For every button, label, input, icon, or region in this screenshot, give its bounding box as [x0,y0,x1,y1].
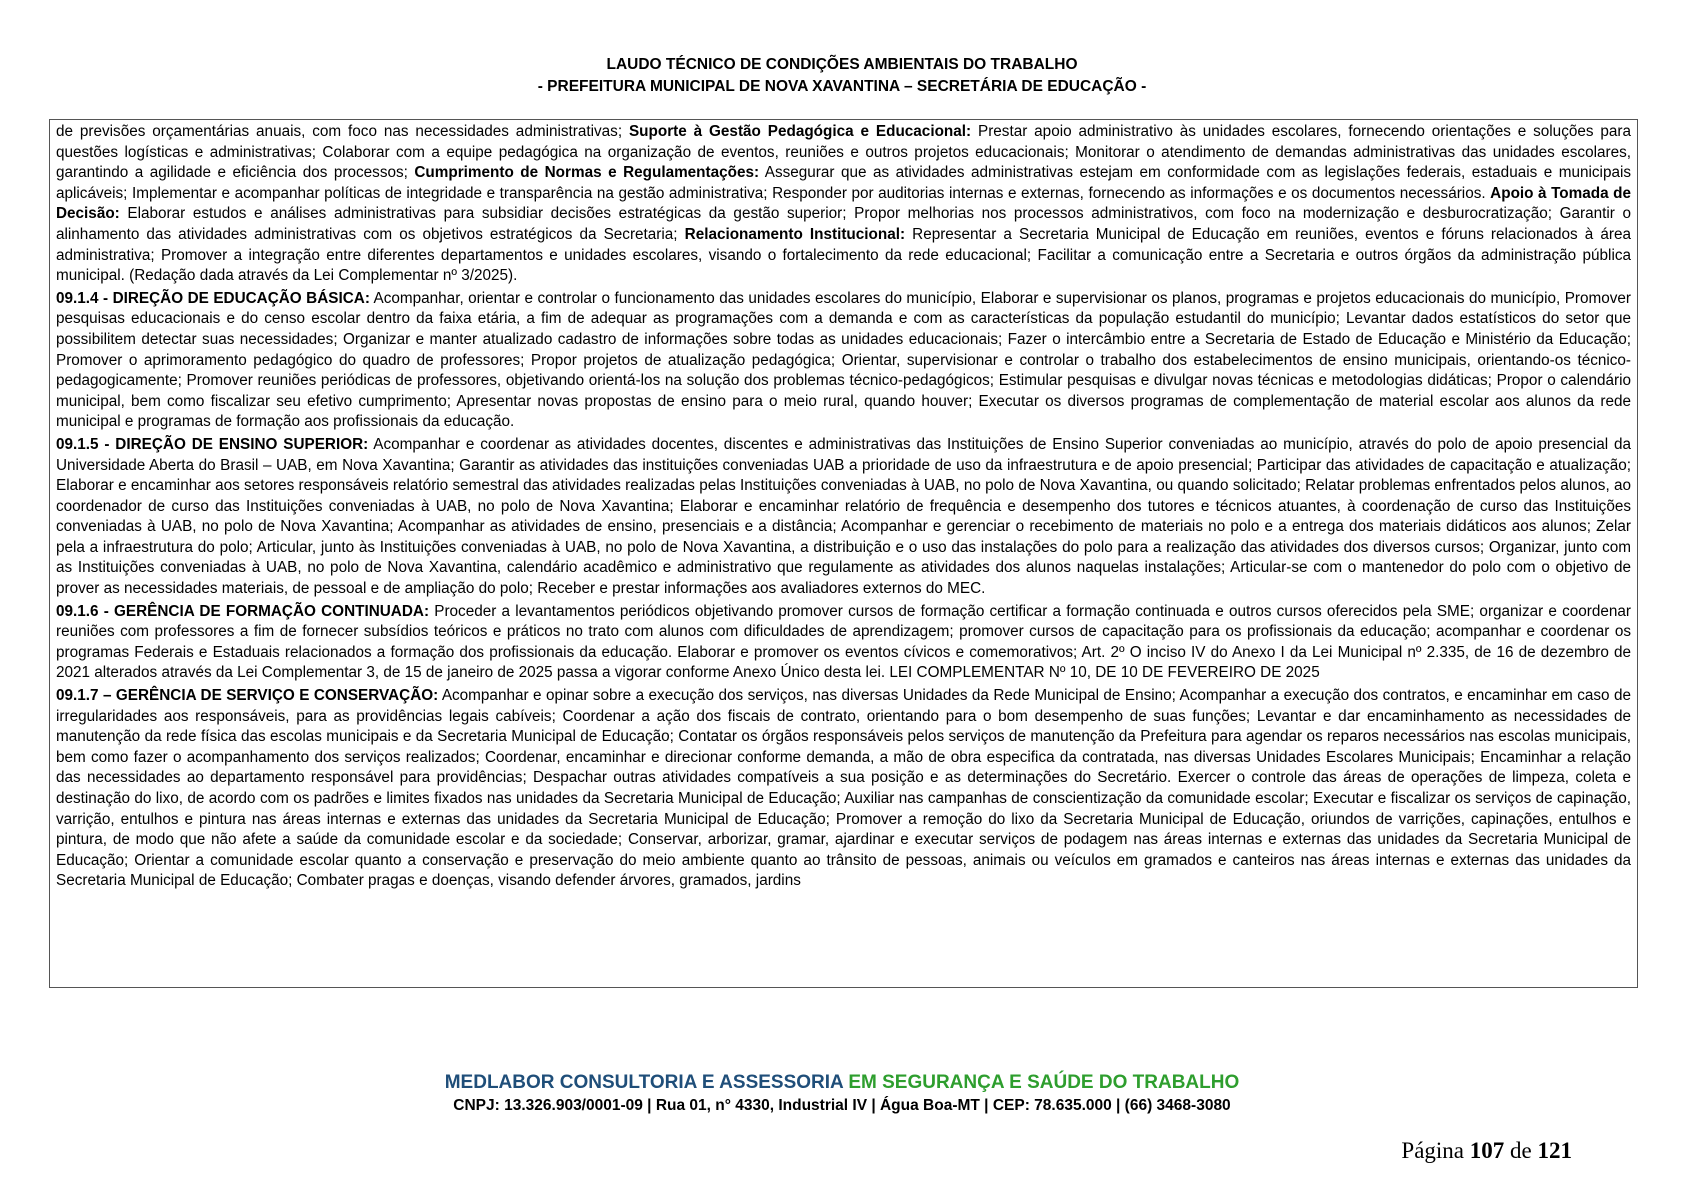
paragraph-continuation [50,120,1637,287]
text-run: de previsões orçamentárias anuais, com foco nas necessidades administrativas; [56,123,629,140]
footer-company [0,1072,1684,1094]
section-text: Acompanhar e opinar sobre a execução dos serviços, nas diversas Unidades da Rede Municipal de Ensino; Acompanhar a execução dos contratos, e encaminhar em caso de irregularidades aos responsáveis, para as providências legais cabíveis; Coordenar a ação dos fiscais de contrato, orientando para o bom desempenho de suas funções; Levantar e dar encaminhamento as necessidades de manutenção da rede física das escolas municipais e da Secretaria Municipal de Educação; Contatar os órgãos responsáveis pelos serviços de manutenção da Prefeitura para agendar os reparos necessários nas escolas municipais, bem como fazer o acompanhamento dos serviços realizados; Coordenar, encaminhar e direcionar conforme demanda, a mão de obra especifica da contratada, nas diversas Unidades Escolares Municipais; Encaminhar a relação das necessidades ao departamento responsável para providências; Despachar outras atividades compatíveis a sua posição e as determinações do Secretário. Exercer o controle das áreas de operações de limpeza, coleta e destinação do lixo, de acordo com os padrões e limites fixados nas unidades da Secretaria Municipal de Educação; Auxiliar nas campanhas de conscientização da comunidade escolar; Executar e fiscalizar os serviços de capinação, varrição, entulhos e pintura nas áreas internas e externas das unidades da Secretaria Municipal de Educação; Promover a remoção do lixo da Secretaria Municipal de Educação, oriundos de varrições, capinações, entulhos e pintura, de modo que não afete a saúde da comunidade escolar e da sociedade; Conservar, arborizar, gramar, ajardinar e executar serviços de podagem nas áreas internas e externas das unidades da Secretaria Municipal de Educação; Orientar a comunidade escolar quanto a conservação e preservação do meio ambiente quanto ao trânsito de pessoas, animais ou veículos em gramados e canteiros nas áreas internas e externas das unidades da Secretaria Municipal de Educação; Combater pragas e doenças, visando defender árvores, gramados, jardins [56,687,1631,890]
section-title: 09.1.4 - DIREÇÃO DE EDUCAÇÃO BÁSICA: [56,289,370,307]
company-tagline: EM SEGURANÇA E SAÚDE DO TRABALHO [843,1072,1240,1093]
text-run: Representar a Secretaria Municipal de Educação em reuniões, eventos e fóruns relacionados à área administrativa; Promover a integração entre diferentes departamentos e unidades escolares, visando o fortalecimento da rede educacional; Facilitar a comunicação entre a Secretaria e outros órgãos da administração pública municipal. (Redação dada através da Lei Complementar nº 3/2025). [56,225,1631,285]
section-text: Acompanhar e coordenar as atividades docentes, discentes e administrativas das Instituições de Ensino Superior conveniadas ao município, através do polo de apoio presencial da Universidade Aberta do Brasil – UAB, em Nova Xavantina; Garantir as atividades das instituições conveniadas UAB a prioridade de uso da infraestrutura e de apoio presencial; Participar das atividades de capacitação e atualização; Elaborar e encaminhar aos setores responsáveis relatório semestral das atividades realizadas pelas Instituições conveniadas à UAB, no polo de Nova Xavantina, ou quando solicitado; Relatar problemas enfrentados pelos alunos, ao coordenador de curso das Instituições conveniadas à UAB, no polo de Nova Xavantina; Elaborar e encaminhar relatório de frequência e desempenho dos tutores e técnicos atuantes, à coordenação de curso das Instituições conveniadas à UAB, no polo de Nova Xavantina; Acompanhar as atividades de ensino, presenciais e a distância; Acompanhar e gerenciar o recebimento de materiais no polo e a entrega dos materiais didáticos aos alunos; Zelar pela a infraestrutura do polo; Articular, junto às Instituições conveniadas à UAB, no polo de Nova Xavantina, a distribuição e o uso das instalações do polo para a realização das atividades dos diversos cursos; Organizar, junto com as Instituições conveniadas à UAB, no polo de Nova Xavantina, calendário acadêmico e administrativo que regulamente as atividades dos alunos naquelas instalações; Articular-se com o mantenedor do polo com o objetivo de prover as necessidades materiais, de pessoal e de ampliação do polo; Receber e prestar informações aos avaliadores externos do MEC. [56,435,1631,598]
section-text: Proceder a levantamentos periódicos objetivando promover cursos de formação certificar a formação continuada e outros cursos oferecidos pela SME; organizar e coordenar reuniões com professores a fim de fornecer subsídios teóricos e práticos no trato com alunos com dificuldades de aprendizagem; promover cursos de capacitação para os profissionais da educação; acompanhar e coordenar os programas Federais e Estaduais relacionados a formação dos profissionais da educação. Elaborar e promover os eventos cívicos e comemorativos; Art. 2º O inciso IV do Anexo I da Lei Municipal nº 2.335, de 16 de dezembro de 2021 alterados através da Lei Complementar 3, de 15 de janeiro de 2025 passa a vigorar conforme Anexo Único desta lei. LEI COMPLEMENTAR Nº 10, DE 10 DE FEVEREIRO DE 2025 [56,602,1631,682]
section-09-1-6 [50,600,1637,684]
text-run: Prestar apoio administrativo às unidades escolares, fornecendo orientações e soluções para questões logísticas e administrativas; Colaborar com a equipe pedagógica na organização de eventos, reuniões e outros projetos educacionais; Monitorar o atendimento de demandas administrativas das unidades escolares, garantindo a agilidade e eficiência dos processos; [56,123,1632,182]
content-box [49,119,1638,988]
section-09-1-5 [50,433,1637,600]
page-total: 121 [1537,1138,1572,1163]
company-name: MEDLABOR CONSULTORIA E ASSESSORIA [444,1072,844,1093]
section-text: Acompanhar, orientar e controlar o funcionamento das unidades escolares do município, Elaborar e supervisionar os planos, programas e projetos educacionais do município, Promover pesquisas educacionais e do censo escolar dentro da faixa etária, a fim de adequar as programações com a demanda e com as características da população estudantil do município; Levantar dados estatísticos do setor que possibilitem detectar suas necessidades; Organizar e manter atualizado cadastro de informações sobre todas as unidades educacionais; Fazer o intercâmbio entre a Secretaria de Estado de Educação e Ministério da Educação; Promover o aprimoramento pedagógico do quadro de professores; Propor projetos de atualização pedagógica; Orientar, supervisionar e controlar o trabalho dos estabelecimentos de ensino municipais, orientando-os técnico-pedagogicamente; Promover reuniões periódicas de professores, objetivando orientá-los na solução dos problemas técnico-pedagógicos; Estimular pesquisas e divulgar novas técnicas e metodologias didáticas; Propor o calendário municipal, bem como fiscalizar seu efetivo cumprimento; Apresentar novas propostas de ensino para o meio rural, quando houver; Executar os diversos programas de complementação de material escolar aos alunos da rede municipal e programas de formação aos profissionais da educação. [56,289,1632,431]
page-current: 107 [1469,1138,1505,1163]
section-title: 09.1.7 – GERÊNCIA DE SERVIÇO E CONSERVAÇÃO: [56,687,439,705]
footer-address: CNPJ: 13.326.903/0001-09 | Rua 01, n° 4330, Industrial IV | Água Boa-MT | CEP: 78.635.000 | (66) 3468-3080 [453,1097,1231,1114]
page-sep: de [1510,1138,1532,1163]
page-label: Página [1401,1138,1465,1163]
section-09-1-4 [50,287,1637,433]
bold-heading: Relacionamento Institucional: [684,225,906,243]
bold-heading: Suporte à Gestão Pedagógica e Educacional: [628,123,972,140]
text-run: Assegurar que as atividades administrativas estejam em conformidade com as legislações federais, estaduais e municipais aplicáveis; Implementar e acompanhar políticas de integridade e transparência na gestão administrativa; Responder por auditorias internas e externas, fornecendo as informações e os documentos necessários. [56,164,1632,202]
report-subtitle: - PREFEITURA MUNICIPAL DE NOVA XAVANTINA – SECRETÁRIA DE EDUCAÇÃO - [537,78,1147,95]
report-title: LAUDO TÉCNICO DE CONDIÇÕES AMBIENTAIS DO TRABALHO [606,56,1078,73]
bold-heading: Apoio à Tomada de Decisão: [56,184,1632,223]
section-09-1-7 [50,684,1637,892]
text-run: Elaborar estudos e análises administrativas para subsidiar decisões estratégicas da gestão superior; Propor melhorias nos processos administrativos, com foco na modernização e desburocratização; Garantir o alinhamento das atividades administrativas com os objetivos estratégicos da Secretaria; [56,205,1631,243]
bold-heading: Cumprimento de Normas e Regulamentações: [414,164,760,182]
section-title: 09.1.5 - DIREÇÃO DE ENSINO SUPERIOR: [56,435,369,453]
page-number [1401,1138,1572,1164]
section-title: 09.1.6 - GERÊNCIA DE FORMAÇÃO CONTINUADA: [56,602,430,620]
